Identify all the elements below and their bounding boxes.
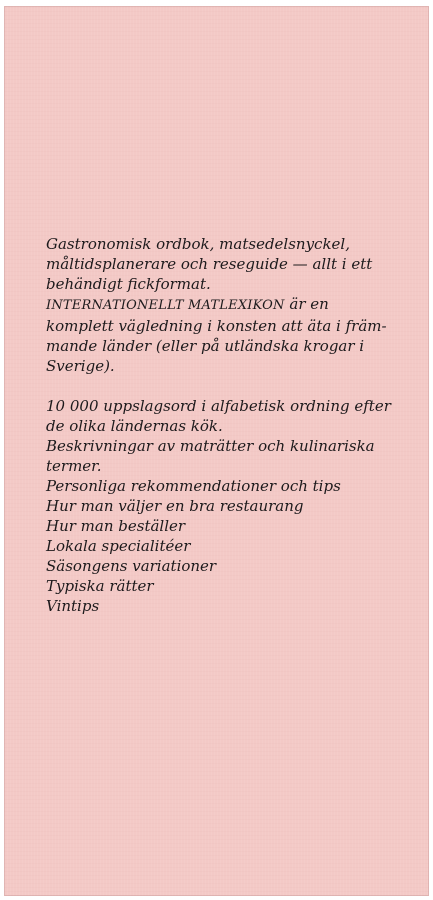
- features-line-4: termer.: [46, 457, 102, 475]
- intro-line-4: [46, 294, 406, 316]
- feature-item: Säsongens variationer: [46, 557, 217, 575]
- feature-item: Vintips: [46, 597, 100, 615]
- features-paragraph: [46, 396, 406, 616]
- blurb-text: [46, 234, 406, 616]
- intro-line-7: Sverige).: [46, 357, 115, 375]
- intro-line-6: mande länder (eller på utländska krogar i: [46, 337, 365, 355]
- intro-line-3: behändigt fickformat.: [46, 275, 211, 293]
- feature-item: Lokala specialitéer: [46, 537, 191, 555]
- intro-line-5: komplett vägledning i konsten att äta i främ-: [46, 317, 387, 335]
- feature-item: Hur man väljer en bra restaurang: [46, 497, 304, 515]
- feature-item: Hur man beställer: [46, 517, 186, 535]
- feature-item: Personliga rekommendationer och tips: [46, 477, 341, 495]
- intro-line-4-rest: är en: [284, 295, 329, 313]
- features-line-2: de olika ländernas kök.: [46, 417, 223, 435]
- intro-line-1: Gastronomisk ordbok, matsedelsnyckel,: [46, 235, 350, 253]
- intro-line-2: måltidsplanerare och reseguide — allt i ett: [46, 255, 373, 273]
- book-back-cover: [4, 6, 429, 896]
- feature-item: Typiska rätter: [46, 577, 154, 595]
- features-line-1: 10 000 uppslagsord i alfabetisk ordning efter: [46, 397, 391, 415]
- intro-paragraph: [46, 234, 406, 376]
- features-line-3: Beskrivningar av maträtter och kulinariska: [46, 437, 375, 455]
- book-title-caps: INTERNATIONELLT MATLEXIKON: [46, 298, 285, 313]
